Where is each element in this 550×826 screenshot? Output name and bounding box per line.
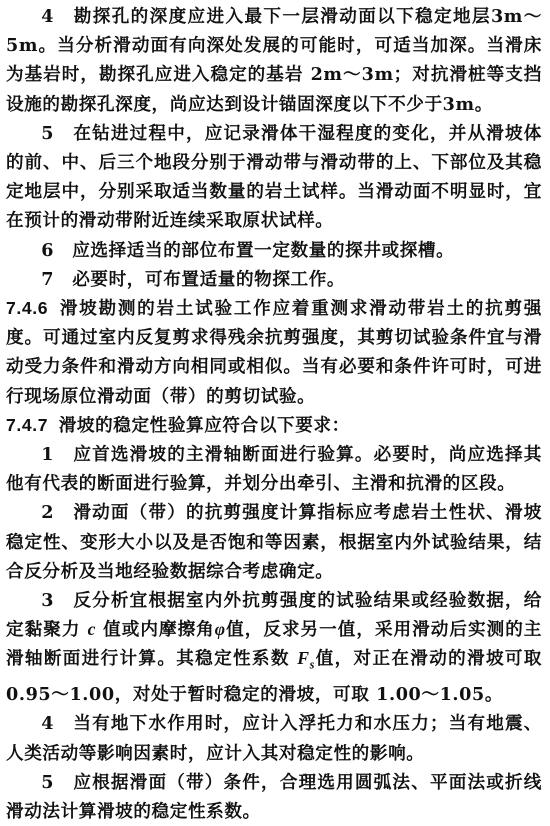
variable-fs: $F_s$ [297, 648, 315, 672]
text-run: 值或内摩擦角 [96, 619, 215, 641]
text-run: 3 反分析宜根据室内外抗剪强度的试验结果或经验数据，给定黏聚力 [6, 590, 542, 641]
section-7-4-7 [6, 411, 542, 440]
section-number: 7.4.6 [6, 298, 49, 319]
paragraph-7-4-7-item-4: 4 当有地下水作用时，应计入浮托力和水压力；当有地震、人类活动等影响因素时，应计入其对稳定性的影响。 [6, 713, 542, 764]
paragraph-7-4-7-item-5: 5 应根据滑面（带）条件，合理选用圆弧法、平面法或折线滑动法计算滑坡的稳定性系数。 [6, 771, 542, 822]
paragraph-7-4-7-item-3 [6, 586, 542, 709]
paragraph-7-4-5-item-5: 5 在钻进过程中，应记录滑体干湿程度的变化，并从滑坡体的前、中、后三个地段分别于滑动带与滑动带的上、下部位及其稳定地层中，分别采取适当数量的岩土试样。当滑动面不明显时，宜在预计的滑动带附近连续采取原状试样。 [6, 122, 542, 232]
section-7-4-6 [6, 294, 542, 411]
paragraph-7-4-5-item-6: 6 应选择适当的部位布置一定数量的探井或探槽。 [41, 239, 455, 261]
text-run: 值，反求另一值，采用滑动后实测的主滑轴断面进行计算。其稳定性系数 [6, 619, 542, 670]
paragraph-7-4-5-item-4: 4 勘探孔的深度应进入最下一层滑动面以下稳定地层3m～5m。当分析滑动面有向深处发展的可能时，可适当加深。当滑床为基岩时，勘探孔应进入稳定的基岩 2m～3m；对抗滑桩等支挡设施的勘探孔深度，尚应达到设计锚固深度以下不少于3m。 [6, 6, 542, 115]
section-text: 滑坡勘测的岩土试验工作应着重测求滑动带岩土的抗剪强度。可通过室内反复剪求得残余抗剪强度，其剪切试验条件宜与滑动受力条件和滑动方向相同或相似。当有必要和条件许可时，可进行现场原位滑动面（带）的剪切试验。 [6, 298, 542, 407]
text-run: 值，对正在滑动的滑坡可取 0.95～1.00，对处于暂时稳定的滑坡，可取 1.00～1.05。 [6, 648, 543, 706]
section-number: 7.4.7 [6, 414, 49, 435]
variable-c: c [87, 619, 96, 640]
paragraph-7-4-7-item-2: 2 滑动面（带）的抗剪强度计算指标应考虑岩土性状、滑坡稳定性、变形大小以及是否饱和等因素，根据室内外试验结果，结合反分析及当地经验数据综合考虑确定。 [6, 502, 542, 582]
paragraph-7-4-5-item-7: 7 必要时，可布置适量的物探工作。 [41, 268, 346, 290]
section-text: 滑坡的稳定性验算应符合以下要求： [58, 414, 350, 436]
paragraph-7-4-7-item-1: 1 应首选滑坡的主滑轴断面进行验算。必要时，尚应选择其他有代表的断面进行验算，并划分出牵引、主滑和抗滑的区段。 [6, 444, 542, 495]
variable-phi: φ [214, 619, 226, 640]
